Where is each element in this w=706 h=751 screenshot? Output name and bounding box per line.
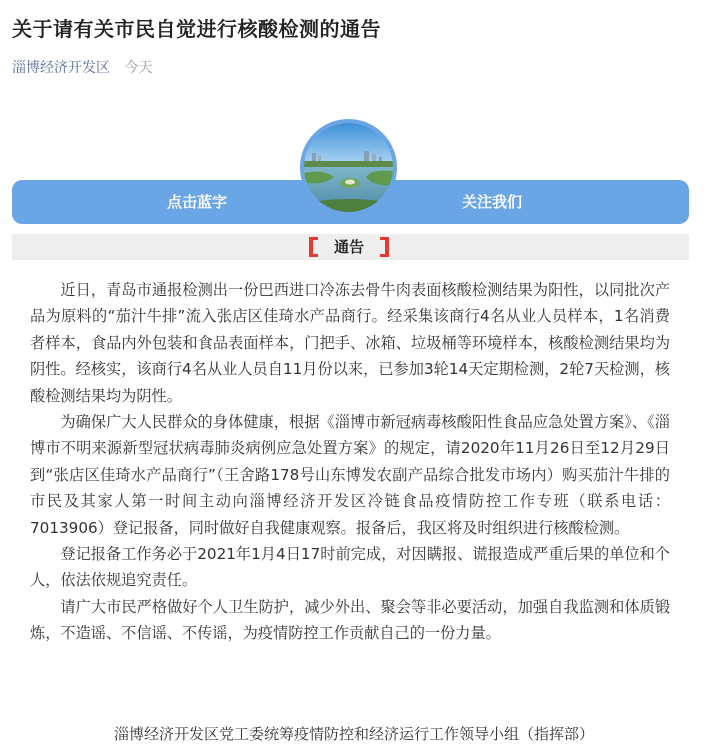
account-logo-photo bbox=[300, 119, 397, 216]
section-title: 通告 bbox=[333, 238, 364, 256]
click-blue-text-button[interactable]: 点击蓝字 bbox=[167, 193, 228, 211]
paragraph: 近日，青岛市通报检测出一份巴西进口冷冻去骨牛肉表面核酸检测结果为阳性，以同批次产品为原料的“茄汁牛排”流入张店区佳琦水产品商行。经采集该商行4名从业人员样本，1名消费者样本，食品内外包装和食品表面样本，门把手、冰箱、垃圾桶等环境样本，核酸检测结果均为阴性。经核实，该商行4名从业人员自11月份以来，已参加3轮14天定期检测，2轮7天检测，核酸检测结果均为阴性。 bbox=[30, 281, 670, 405]
lake-landscape-image bbox=[304, 123, 393, 212]
paragraph: 请广大市民严格做好个人卫生防护，减少外出、聚会等非必要活动，加强自我监测和体质锻炼，不造谣、不信谣、不传谣，为疫情防控工作贡献自己的一份力量。 bbox=[30, 597, 670, 643]
article-body bbox=[30, 277, 670, 647]
article-meta bbox=[12, 58, 152, 78]
signature: 淄博经济开发区党工委统筹疫情防控和经济运行工作领导小组（指挥部） bbox=[114, 725, 595, 743]
paragraph: 为确保广大人民群众的身体健康，根据《淄博市新冠病毒核酸阳性食品应急处置方案》、《淄博市不明来源新型冠状病毒肺炎病例应急处置方案》的规定，请2020年11月26日至12月29日到“张店区佳琦水产品商行”（王舍路178号山东博发农副产品综合批发市场内）购买茄汁牛排的市民及其家人第一时间主动向淄博经济开发区冷链食品疫情防控工作专班（联系电话：7013906）登记报备，同时做好自我健康观察。报备后，我区将及时组织进行核酸检测。 bbox=[30, 413, 670, 537]
article-title: 关于请有关市民自觉进行核酸检测的通告 bbox=[12, 17, 381, 41]
publish-date: 今天 bbox=[124, 60, 153, 76]
follow-us-button[interactable]: 关注我们 bbox=[462, 193, 523, 211]
account-name-link[interactable]: 淄博经济开发区 bbox=[12, 60, 110, 76]
paragraph: 登记报备工作务必于2021年1月4日17时前完成，对因瞒报、谎报造成严重后果的单位和个人，依法依规追究责任。 bbox=[30, 545, 670, 590]
